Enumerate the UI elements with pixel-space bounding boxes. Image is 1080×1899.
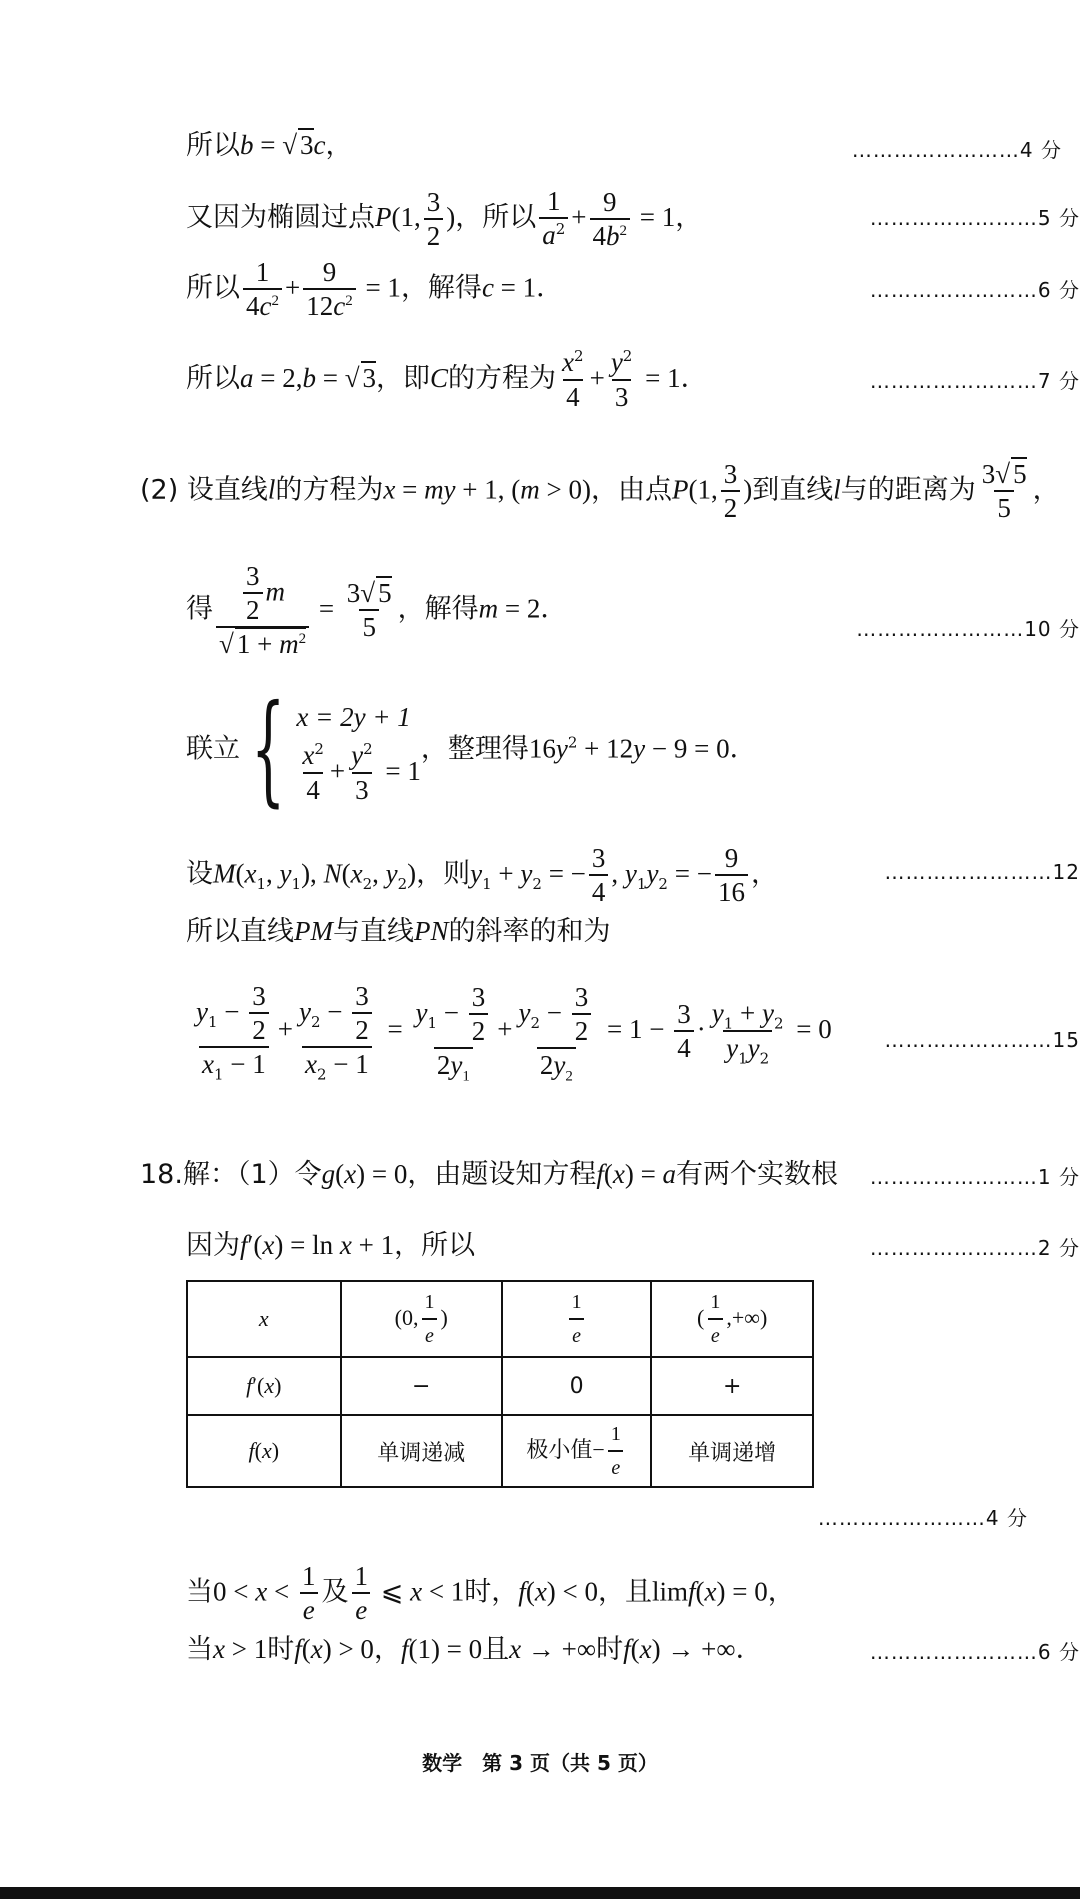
score-15: ……………………15 xyxy=(884,1028,1080,1052)
line-ellipse-point: 又因为椭圆过点P(1, $\frac{3}{2}$ )，所以 $\frac{1}{a^2}$ + $\frac{9}{4b^2}$ = 1， xyxy=(186,186,703,251)
table-cell-zero: 0 xyxy=(502,1357,651,1415)
score-18-6: ……………………6 分 xyxy=(869,1640,1080,1664)
table-cell-critical: $\frac{1}{e}$ xyxy=(502,1281,651,1357)
table-cell-increasing: 单调递增 xyxy=(651,1415,813,1487)
line-b-sqrt3c: 所以b = √ 3c， xyxy=(186,130,353,161)
table-cell-interval-2: ( $\frac{1}{e}$ ,+∞) xyxy=(651,1281,813,1357)
score-5: ……………………5 分 xyxy=(869,206,1080,230)
line-when-1: 当0 < x < $\frac{1}{e}$ 及 $\frac{1}{e}$ ⩽ x < 1时，f(x) < 0，且limf(x) = 0， xyxy=(186,1561,795,1625)
line-part2: (2) 设直线l的方程为x = my + 1, (m > 0)，由点P(1, $\frac{3}{2}$ )到直线l与的距离为 $\frac{3√ 5}{5}$ ， xyxy=(140,459,1060,523)
table-cell-fprime: f′(x) xyxy=(187,1357,341,1415)
page-footer: 数学 第 3 页（共 5 页） xyxy=(422,1751,658,1775)
line-equation-c: 所以a = 2,b = √ 3，即C的方程为 $\frac{x^2}{4}$ + $\frac{y^2}{3}$ = 1． xyxy=(186,347,708,412)
line-slope-formula: $y_1$ − $\frac{3}{2}$ $x_1 - 1$ + $y_2$ − $\frac{3}{2}$ $x_2 - 1$ = $y_1$ − $\frac{3}{2}$ $2y_1$ + $y_2$ − $\frac{3}{2}$ $2y_2$ = 1 − $\frac{3}{4}$ · $\frac{y_1 + y_2}{y_1y_2}$ = 0 xyxy=(196,981,832,1084)
bottom-bar xyxy=(0,1887,1080,1899)
score-12: ……………………12 xyxy=(884,860,1080,884)
table-cell-pos: + xyxy=(651,1357,813,1415)
line-q18: 18.解：（1）令g(x) = 0，由题设知方程f(x) = a有两个实数根 xyxy=(140,1159,839,1190)
table-cell-interval-1: (0, $\frac{1}{e}$ ) xyxy=(341,1281,502,1357)
line-solve-c: 所以 $\frac{1}{4c^2}$ + $\frac{9}{12c^2}$ = 1，解得c = 1． xyxy=(186,257,564,321)
score-18-2: ……………………2 分 xyxy=(869,1236,1080,1260)
table-cell-f: f(x) xyxy=(187,1415,341,1487)
score-6: ……………………6 分 xyxy=(869,278,1080,302)
monotonicity-table xyxy=(186,1280,814,1488)
table-cell-neg: − xyxy=(341,1357,502,1415)
score-4: ……………………4 分 xyxy=(851,138,1062,162)
line-vieta: 设$M(x_1$, $y_1$), $N(x_2$, $y_2$)，则$y_1 + y_2$ = − $\frac{3}{4}$ , $y_1y_2$ = − $\frac{9}{16}$ ， xyxy=(186,843,778,907)
score-18-4: ……………………4 分 xyxy=(817,1506,1028,1530)
score-10: ……………………10 分 xyxy=(856,617,1080,641)
table-cell-min: 极小值− $\frac{1}{e}$ xyxy=(502,1415,651,1487)
table-cell-decreasing: 单调递减 xyxy=(341,1415,502,1487)
line-derivative: 因为f′(x) = ln x + 1，所以 xyxy=(186,1230,476,1261)
line-slope-sum: 所以直线PM与直线PN的斜率的和为 xyxy=(186,916,611,947)
line-when-2: 当x > 1时f(x) > 0，f(1) = 0且x → +∞时f(x) → +∞． xyxy=(186,1634,763,1665)
line-solve-m: 得 $\frac{3}{2}$ m √ $1 + m^2$ = $\frac{3√ 5}{5}$ ，解得m = 2． xyxy=(186,561,568,659)
score-7: ……………………7 分 xyxy=(869,369,1080,393)
score-18-1: ……………………1 分 xyxy=(869,1165,1080,1189)
table-cell-x: x xyxy=(187,1281,341,1357)
line-system: 联立{ x = 2y + 1 $\frac{x^2}{4}$ + $\frac{y^2}{3}$ = 1 ，整理得$16y^2 + 12y - 9 = 0$． xyxy=(186,680,757,819)
